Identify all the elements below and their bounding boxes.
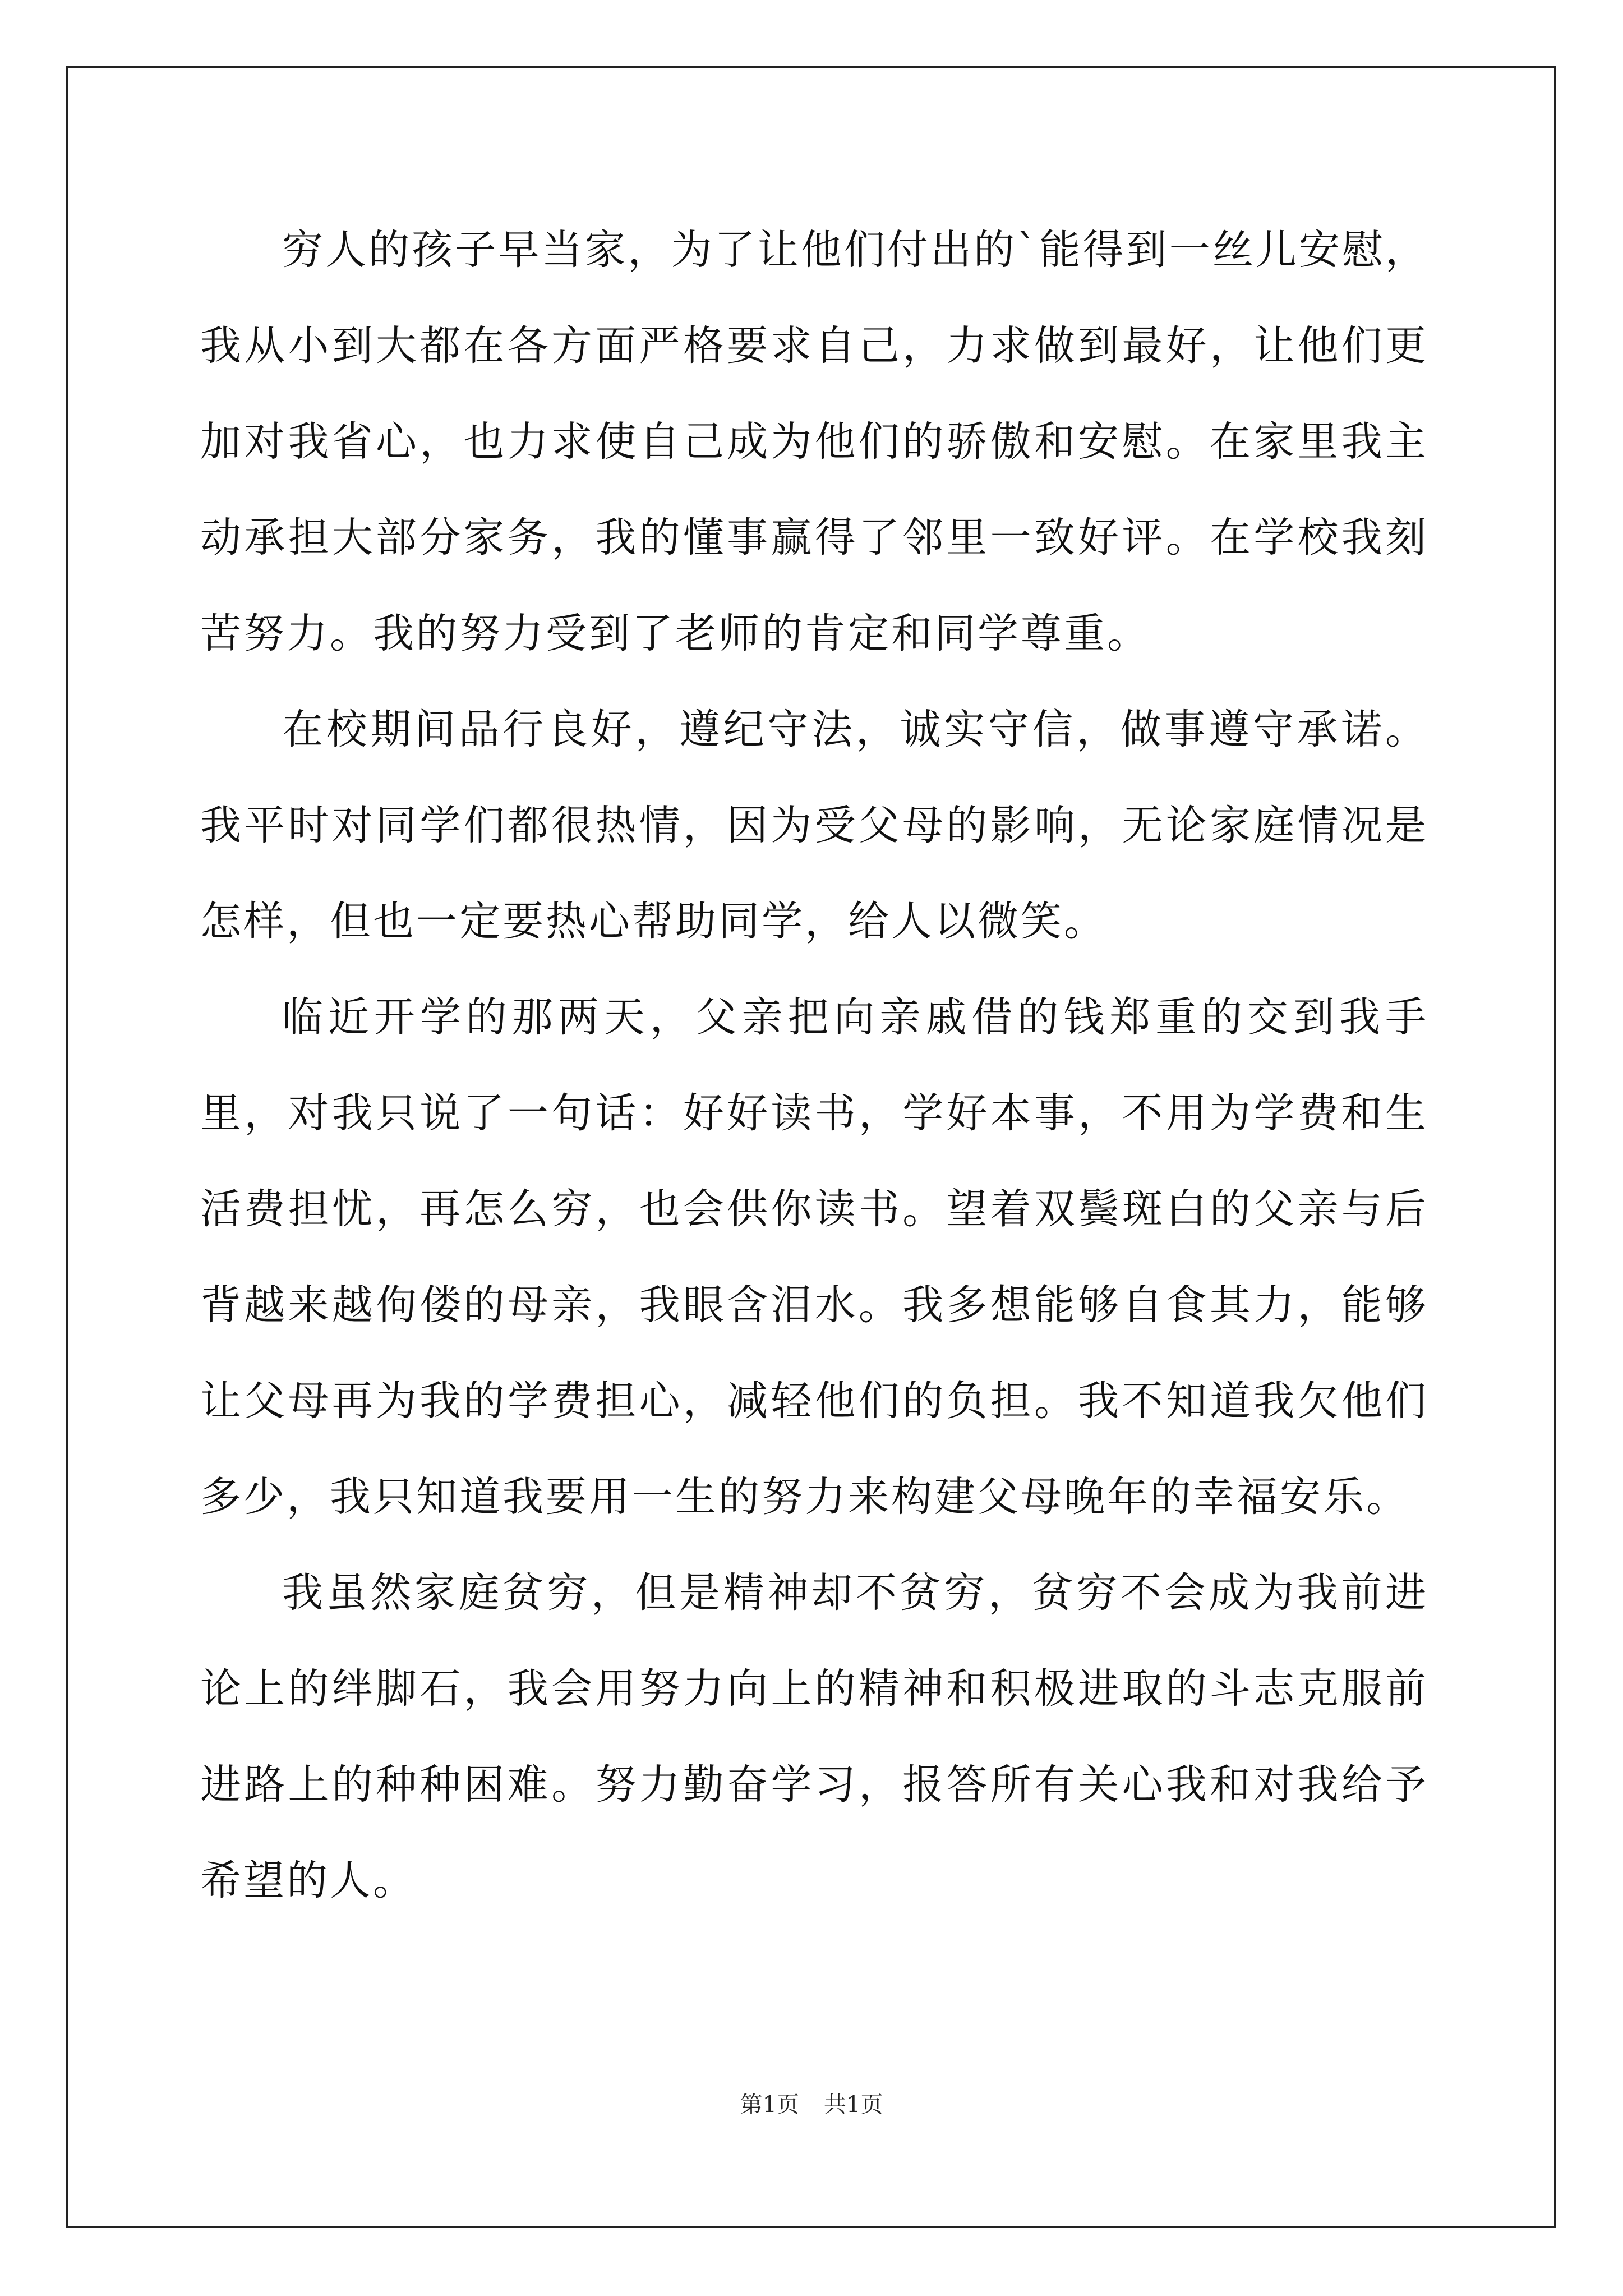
paragraph-3: 临近开学的那两天，父亲把向亲戚借的钱郑重的交到我手里，对我只说了一句话：好好读书，学好本事，不用为学费和生活费担忧，再怎么穷，也会供你读书。望着双鬓斑白的父亲与后背越来越佝偻的母亲，我眼含泪水。我多想能够自食其力，能够让父母再为我的学费担心，减轻他们的负担。我不知道我欠他们多少，我只知道我要用一生的努力来构建父母晚年的幸福安乐。 (200, 993, 1428, 1521)
page-number-total: 共1页 (824, 2092, 883, 2118)
page-number-current: 第1页 (740, 2092, 799, 2118)
paragraph-1: 穷人的孩子早当家，为了让他们付出的`能得到一丝儿安慰，我从小到大都在各方面严格要求自己，力求做到最好，让他们更加对我省心，也力求使自己成为他们的骄傲和安慰。在家里我主动承担大部分家务，我的懂事赢得了邻里一致好评。在学校我刻苦努力。我的努力受到了老师的肯定和同学尊重。 (200, 226, 1428, 657)
page-footer (0, 2087, 1623, 2119)
document-body (200, 202, 1428, 1929)
paragraph-4: 我虽然家庭贫穷，但是精神却不贫穷，贫穷不会成为我前进论上的绊脚石，我会用努力向上的精神和积极进取的斗志克服前进路上的种种困难。努力勤奋学习，报答所有关心我和对我给予希望的人。 (200, 1569, 1428, 1904)
paragraph-2: 在校期间品行良好，遵纪守法，诚实守信，做事遵守承诺。我平时对同学们都很热情，因为受父母的影响，无论家庭情况是怎样，但也一定要热心帮助同学，给人以微笑。 (200, 706, 1428, 945)
